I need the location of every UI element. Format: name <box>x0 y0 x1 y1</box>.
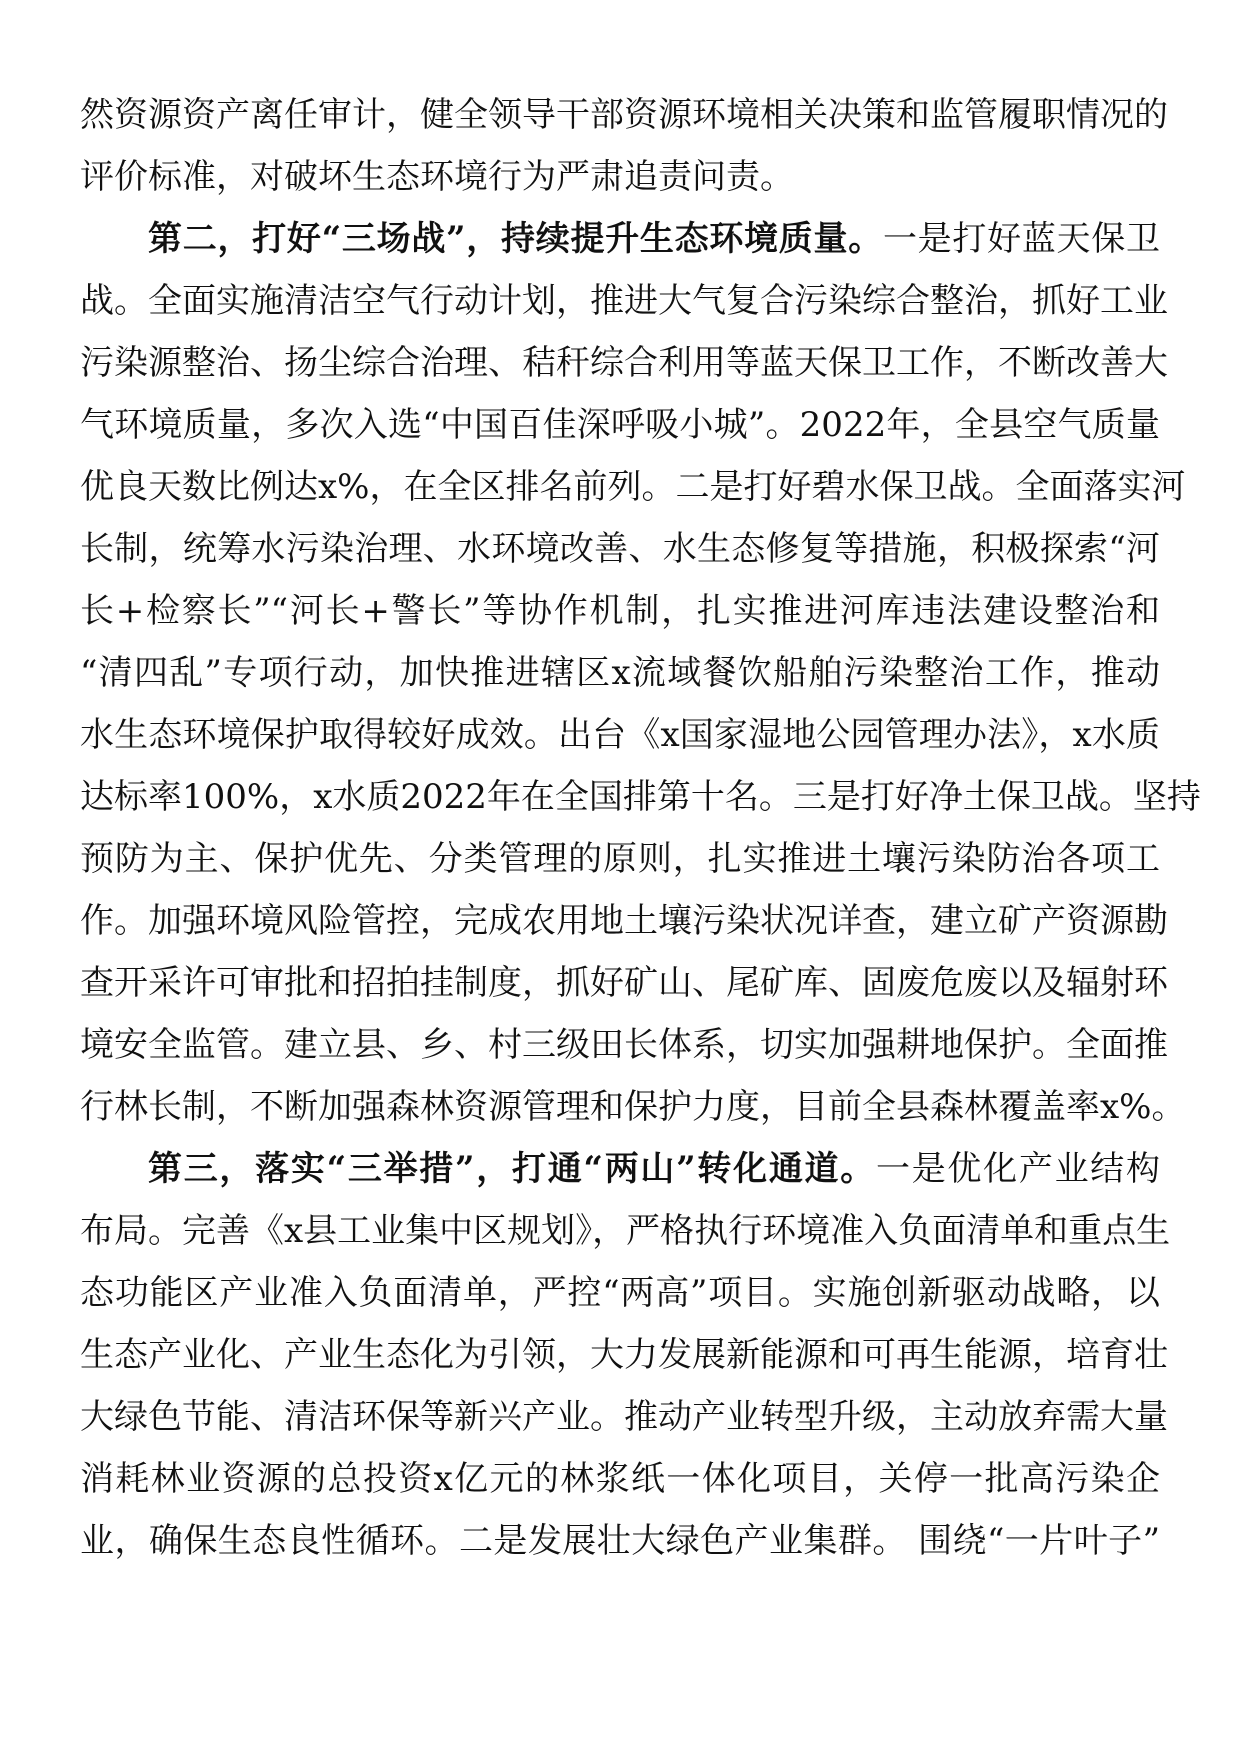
text-line: 布局。完善《x县工业集中区规划》，严格执行环境准入负面清单和重点生 <box>80 1211 1171 1251</box>
document-page <box>80 84 1201 1572</box>
text-span: 一是优化产业结构 <box>875 1149 1160 1189</box>
text-line: 预防为主、保护优先、分类管理的原则，扎实推进土壤污染防治各项工 <box>80 839 1160 879</box>
paragraph-3 <box>80 1138 1171 1572</box>
text-line: “清四乱”专项行动，加快推进辖区x流域餐饮船舶污染整治工作，推动 <box>80 653 1160 693</box>
text-span: 一是打好蓝天保卫 <box>882 219 1160 259</box>
text-line: 业，确保生态良性循环。二是发展壮大绿色产业集群。 围绕“一片叶子” <box>80 1521 1160 1561</box>
text-line: 然资源资产离任审计，健全领导干部资源环境相关决策和监管履职情况的 <box>80 95 1168 135</box>
text-line: 境安全监管。建立县、乡、村三级田长体系，切实加强耕地保护。全面推 <box>80 1025 1168 1065</box>
paragraph-1 <box>80 84 1168 208</box>
text-line: 水生态环境保护取得较好成效。出台《x国家湿地公园管理办法》，x水质 <box>80 715 1160 755</box>
text-line: 污染源整治、扬尘综合治理、秸秆综合利用等蓝天保卫工作，不断改善大 <box>80 343 1168 383</box>
text-line: 达标率100%，x水质2022年在全国排第十名。三是打好净土保卫战。坚持 <box>80 777 1201 817</box>
paragraph-heading: 第三，落实“三举措”，打通“两山”转化通道。 <box>148 1149 876 1189</box>
text-line: 查开采许可审批和招拍挂制度，抓好矿山、尾矿库、固废危废以及辐射环 <box>80 963 1168 1003</box>
paragraph-first-line <box>80 208 1160 270</box>
text-line: 行林长制，不断加强森林资源管理和保护力度，目前全县森林覆盖率x%。 <box>80 1087 1186 1127</box>
paragraph-first-line <box>80 1138 1160 1200</box>
text-line: 优良天数比例达x%，在全区排名前列。二是打好碧水保卫战。全面落实河 <box>80 467 1186 507</box>
text-line: 消耗林业资源的总投资x亿元的林浆纸一体化项目，关停一批高污染企 <box>80 1459 1160 1499</box>
text-line: 态功能区产业准入负面清单，严控“两高”项目。实施创新驱动战略，以 <box>80 1273 1160 1313</box>
paragraph-heading: 第二，打好“三场战”，持续提升生态环境质量。 <box>148 219 883 259</box>
text-line: 气环境质量，多次入选“中国百佳深呼吸小城”。2022年，全县空气质量 <box>80 405 1160 445</box>
text-line: 评价标准，对破坏生态环境行为严肃追责问责。 <box>80 157 794 197</box>
text-line: 战。全面实施清洁空气行动计划，推进大气复合污染综合整治，抓好工业 <box>80 281 1168 321</box>
text-line: 长制，统筹水污染治理、水环境改善、水生态修复等措施，积极探索“河 <box>80 529 1160 569</box>
text-line: 大绿色节能、清洁环保等新兴产业。推动产业转型升级，主动放弃需大量 <box>80 1397 1168 1437</box>
paragraph-2 <box>80 208 1201 1138</box>
text-line: 长+检察长”“河长+警长”等协作机制，扎实推进河库违法建设整治和 <box>80 591 1160 631</box>
text-line: 生态产业化、产业生态化为引领，大力发展新能源和可再生能源，培育壮 <box>80 1335 1168 1375</box>
text-line: 作。加强环境风险管控，完成农用地土壤污染状况详查，建立矿产资源勘 <box>80 901 1168 941</box>
